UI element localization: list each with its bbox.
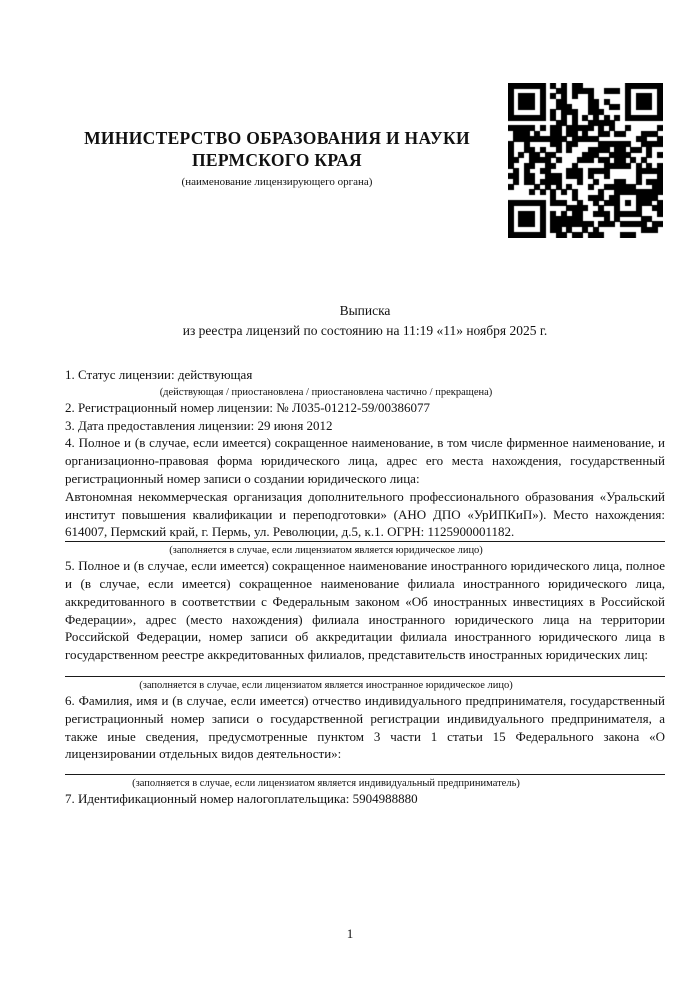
item-4-legal-entity-value: Автономная некоммерческая организация дополнительного профессионального образования «Уральский институт повышения квалификации и переподготовки» (АНО ДПО «УрИПКиП»). Место нахождения: 614007, Пермский край, г. Пермь, ул. Революции, д.5, к.1. ОГРН: 1125900001182.	[65, 488, 665, 540]
item-5-fill-line	[65, 676, 665, 677]
authority-caption: (наименование лицензирующего органа)	[181, 175, 373, 188]
item-6-caption: (заполняется в случае, если лицензиатом является индивидуальный предприниматель)	[132, 778, 520, 790]
item-5-caption: (заполняется в случае, если лицензиатом является иностранное юридическое лицо)	[139, 679, 513, 691]
item-6-entrepreneur-text: 6. Фамилия, имя и (в случае, если имеется) отчество индивидуального предпринимателя, государственный регистрационный номер записи о государственной регистрации индивидуального предпринимателя, а также иные сведения, предусмотренные пунктом 3 части 1 статьи 15 Федерального закона «О лицензировании отдельных видов деятельности»:	[65, 692, 665, 762]
item-2-registration-number: 2. Регистрационный номер лицензии: № Л035-01212-59/00386077	[65, 399, 431, 415]
licensing-authority-header	[58, 128, 496, 190]
item-4-caption: (заполняется в случае, если лицензиатом является юридическое лицо)	[169, 545, 483, 557]
qr-code	[508, 83, 663, 238]
title-line2: из реестра лицензий по состоянию на 11:19 «11» ноября 2025 г.	[182, 322, 548, 338]
item-7-taxpayer-number: 7. Идентификационный номер налогоплательщика: 5904988880	[65, 791, 418, 807]
item-5-foreign-entity-text: 5. Полное и (в случае, если имеется) сокращенное наименование иностранного юридического лица, полное и (в случае, если имеется) сокращенное наименование филиала иностранного юридического лица, аккредитованного в соответствии с Федеральным законом «Об иностранных инвестициях в Российской Федерации», адрес (место нахождения) филиала иностранного юридического лица на территории Российской Федерации, номер записи об аккредитации филиала иностранного юридического лица в государственном реестре аккредитованных филиалов, представительств иностранных юридических лиц:	[65, 558, 665, 663]
ministry-name-line2: ПЕРМСКОГО КРАЯ	[192, 149, 362, 170]
item-4-fill-line	[65, 541, 665, 542]
item-1-caption: (действующая / приостановлена / приостановлена частично / прекращена)	[159, 386, 493, 398]
ministry-name-line1: МИНИСТЕРСТВО ОБРАЗОВАНИЯ И НАУКИ	[84, 128, 470, 148]
document-body	[65, 366, 665, 808]
item-4-legal-entity-text: 4. Полное и (в случае, если имеется) сокращенное наименование, в том числе фирменное наименование, и организационно-правовая форма юридического лица, адрес его места нахождения, государственный регистрационный номер записи о создании юридического лица:	[65, 435, 665, 486]
title-line1: Выписка	[339, 303, 391, 318]
item-1-license-status: 1. Статус лицензии: действующая	[65, 367, 253, 382]
item-3-license-date: 3. Дата предоставления лицензии: 29 июня 2012	[65, 417, 333, 433]
item-6-fill-line	[65, 774, 665, 775]
document-title	[65, 301, 665, 340]
page-number: 1	[346, 926, 354, 941]
